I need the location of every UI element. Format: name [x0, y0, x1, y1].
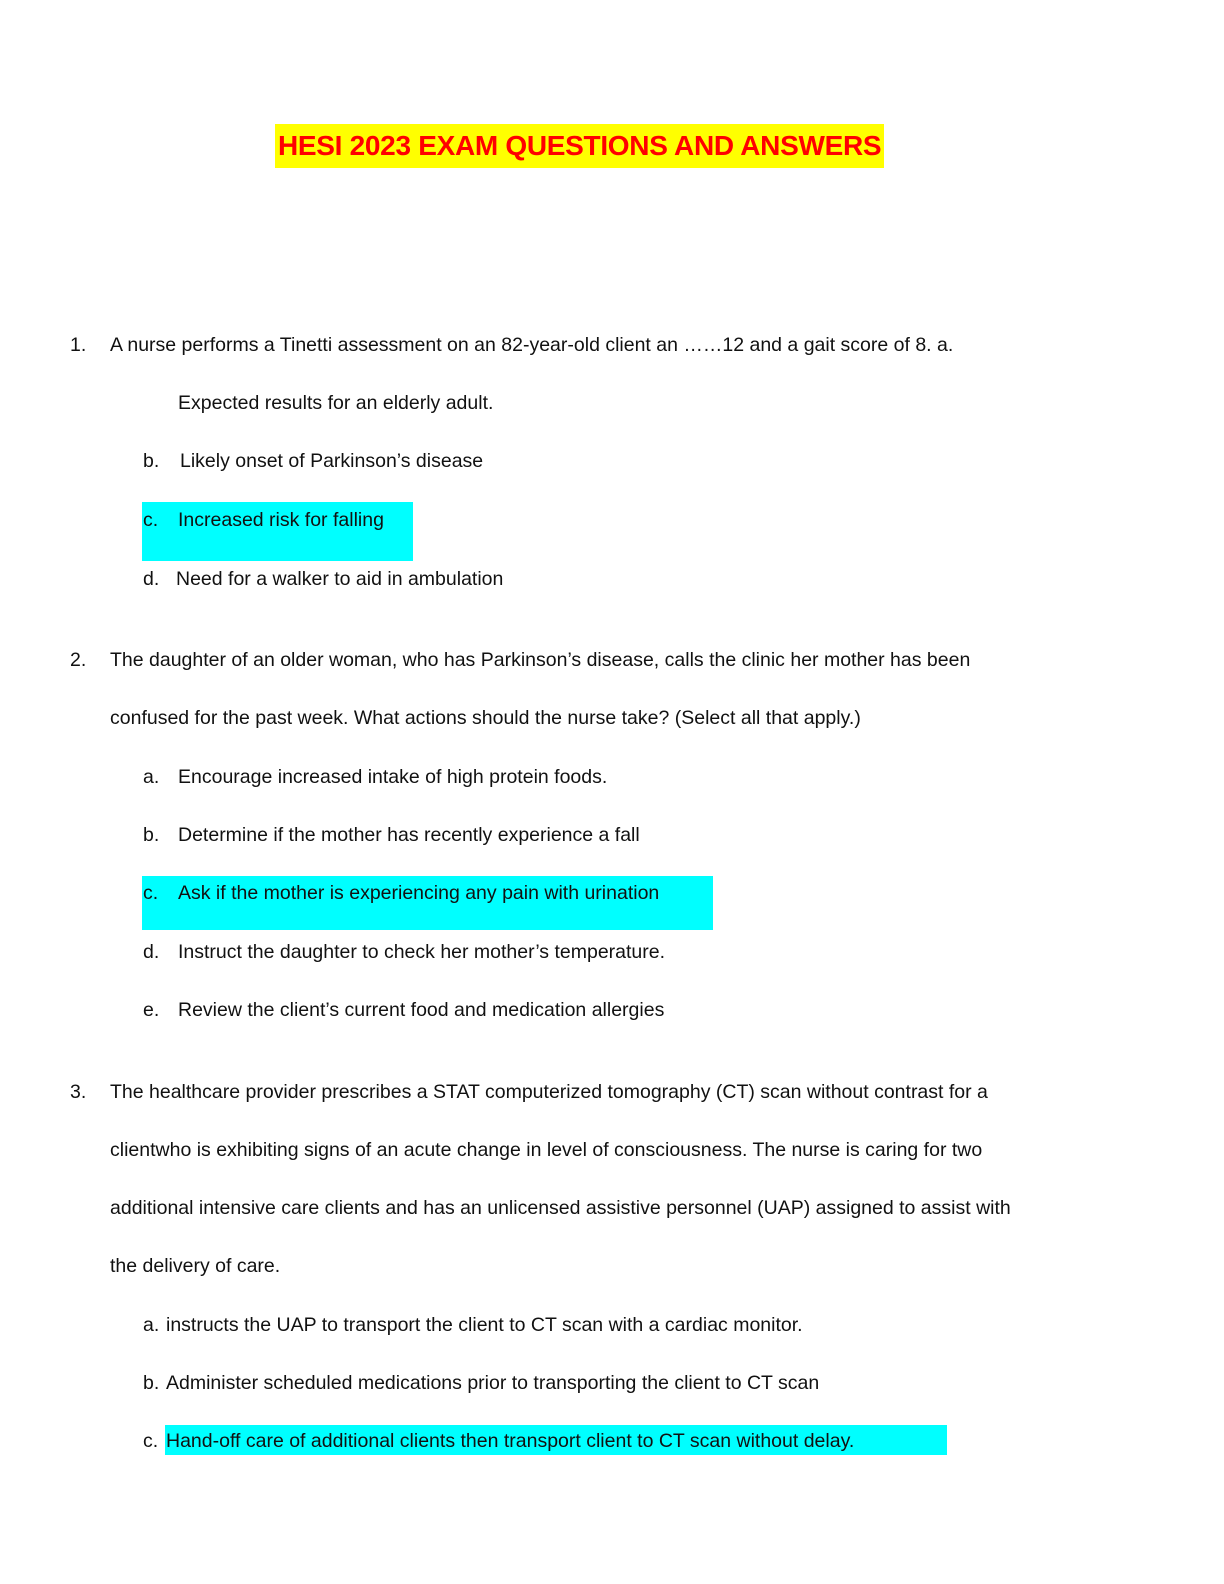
option-text: Encourage increased intake of high protein foods.	[178, 766, 608, 788]
option-letter: d.	[143, 941, 160, 963]
question-text: the delivery of care.	[110, 1255, 281, 1277]
question-text: clientwho is exhibiting signs of an acute change in level of consciousness. The nurse is caring for two	[110, 1139, 983, 1161]
option-letter: a.	[143, 1314, 160, 1336]
question-text: additional intensive care clients and has an unlicensed assistive personnel (UAP) assigned to assist with	[110, 1197, 1011, 1219]
option-text: Determine if the mother has recently experience a fall	[178, 824, 640, 846]
option-text-correct: Increased risk for falling	[178, 509, 384, 531]
option-text-correct: Ask if the mother is experiencing any pain with urination	[178, 882, 660, 904]
option-letter: e.	[143, 999, 160, 1021]
option-letter: c.	[143, 509, 159, 531]
question-text: The healthcare provider prescribes a STAT computerized tomography (CT) scan without contrast for a	[110, 1081, 988, 1103]
option-letter: b.	[143, 450, 160, 472]
option-letter: d.	[143, 568, 160, 590]
option-letter: b.	[143, 824, 160, 846]
option-text: Review the client’s current food and medication allergies	[178, 999, 665, 1021]
option-letter: b.	[143, 1372, 160, 1394]
option-text: Expected results for an elderly adult.	[178, 392, 494, 414]
option-text-correct: Hand-off care of additional clients then transport client to CT scan without delay.	[166, 1430, 855, 1452]
option-text: instructs the UAP to transport the client to CT scan with a cardiac monitor.	[166, 1314, 803, 1336]
option-letter: c.	[143, 882, 159, 904]
question-number: 2.	[70, 649, 87, 671]
option-text: Need for a walker to aid in ambulation	[176, 568, 504, 590]
question-number: 1.	[70, 334, 87, 356]
option-text: Likely onset of Parkinson’s disease	[180, 450, 484, 472]
option-letter: a.	[143, 766, 160, 788]
question-text: confused for the past week. What actions should the nurse take? (Select all that apply.)	[110, 707, 861, 729]
question-number: 3.	[70, 1081, 87, 1103]
question-text: A nurse performs a Tinetti assessment on an 82-year-old client an ……12 and a gait score of 8. a.	[110, 334, 954, 356]
option-letter: c.	[143, 1430, 159, 1452]
question-text: The daughter of an older woman, who has Parkinson’s disease, calls the clinic her mother has been	[110, 649, 971, 671]
document-title: HESI 2023 EXAM QUESTIONS AND ANSWERS	[275, 124, 884, 168]
option-text: Administer scheduled medications prior to transporting the client to CT scan	[166, 1372, 820, 1394]
option-text: Instruct the daughter to check her mother’s temperature.	[178, 941, 666, 963]
